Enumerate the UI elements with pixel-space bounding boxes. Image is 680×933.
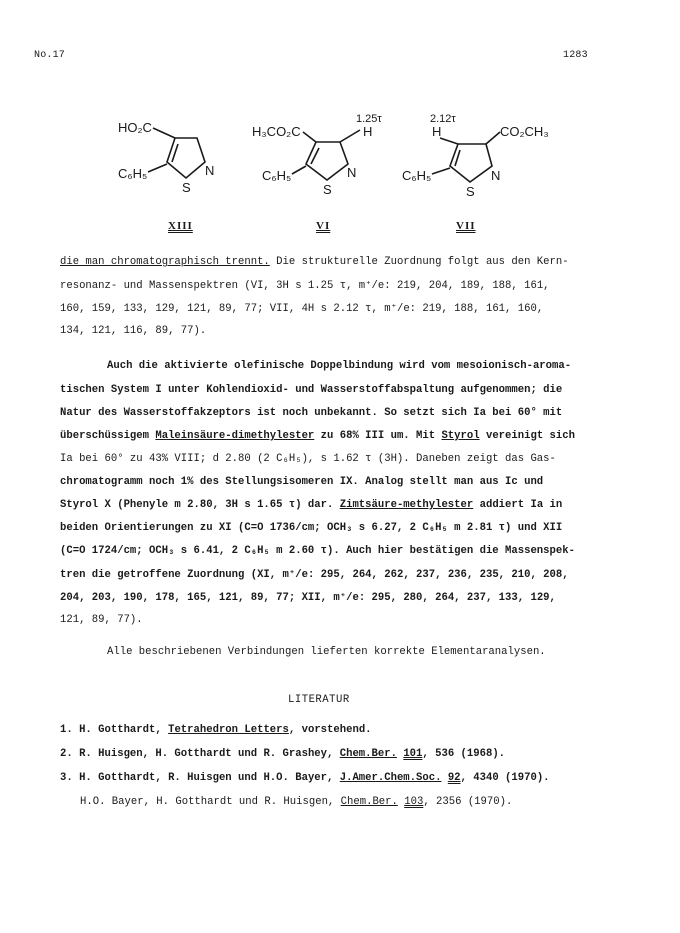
structure-xiii-carboxyl: HO₂C bbox=[118, 120, 152, 135]
paragraph1-line1 bbox=[60, 256, 569, 268]
structure-vii bbox=[402, 113, 549, 199]
reference-2-volume: 101 bbox=[403, 748, 423, 760]
paragraph2-line4-c: vereinigt sich bbox=[479, 430, 575, 442]
structure-vi bbox=[252, 113, 382, 197]
structure-vi-phenyl: C₆H₅ bbox=[262, 168, 292, 183]
structure-vii-h: H bbox=[432, 124, 442, 139]
paragraph2-line2: tischen System I unter Kohlendioxid- und Wasserstoffabspaltung aufgenommen; die bbox=[60, 384, 563, 396]
reference-3b-journal: Chem.Ber. bbox=[340, 796, 398, 808]
structure-vi-ester: H₃CO₂C bbox=[252, 124, 301, 139]
paragraph2-line5: Ia bei 60° zu 43% VIII; d 2.80 (2 C₆H₅), s 1.62 τ (3H). Daneben zeigt das Gas- bbox=[60, 453, 556, 465]
paragraph1-line1-rest: Die strukturelle Zuordnung folgt aus den Kern- bbox=[269, 256, 569, 268]
structure-xiii-s: S bbox=[182, 180, 191, 195]
structure-vii-phenyl: C₆H₅ bbox=[402, 168, 432, 183]
reference-3b bbox=[80, 796, 512, 808]
reference-2-journal: Chem.Ber. bbox=[339, 748, 397, 760]
paragraph2-line4-b: zu 68% III um. Mit bbox=[314, 430, 442, 442]
zimtsaeure-term: Zimtsäure-methylester bbox=[339, 499, 474, 511]
paragraph2-line6: chromatogramm noch 1% des Stellungsisomeren IX. Analog stellt man aus Ic und bbox=[60, 476, 544, 488]
paragraph1-line3: 160, 159, 133, 129, 121, 89, 77; VII, 4H s 2.12 τ, m⁺/e: 219, 188, 161, 160, bbox=[60, 303, 544, 315]
structure-vi-n: N bbox=[347, 165, 357, 180]
reference-3b-authors: H.O. Bayer, H. Gotthardt und R. Huisgen, bbox=[80, 796, 341, 808]
maleinsaeure-term: Maleinsäure-dimethylester bbox=[155, 430, 315, 442]
paragraph2-line10: tren die getroffene Zuordnung (XI, m⁺/e: 295, 264, 262, 237, 236, 235, 210, 208, bbox=[60, 569, 569, 581]
structure-xiii bbox=[118, 120, 214, 195]
reference-3b-pages: , 2356 (1970). bbox=[423, 796, 513, 808]
reference-2-authors: R. Huisgen, H. Gotthardt und R. Grashey, bbox=[79, 748, 340, 760]
paragraph2-line1: Auch die aktivierte olefinische Doppelbindung wird vom mesoionisch-aroma- bbox=[107, 360, 572, 372]
styrol-term: Styrol bbox=[441, 430, 480, 442]
reference-1-number: 1. bbox=[60, 724, 73, 736]
reference-3-journal: J.Amer.Chem.Soc. bbox=[339, 772, 442, 784]
structure-xiii-n: N bbox=[205, 163, 215, 178]
structure-label-vii: VII bbox=[456, 220, 476, 232]
paragraph1-line2: resonanz- und Massenspektren (VI, 3H s 1.25 τ, m⁺/e: 219, 204, 189, 188, 161, bbox=[60, 280, 550, 292]
page-number: 1283 bbox=[563, 50, 588, 61]
paragraph3: Alle beschriebenen Verbindungen lieferten korrekte Elementaranalysen. bbox=[107, 646, 546, 658]
paragraph2-line11: 204, 203, 190, 178, 165, 121, 89, 77; XII, m⁺/e: 295, 280, 264, 237, 133, 129, bbox=[60, 592, 556, 604]
reference-3b-volume: 103 bbox=[404, 796, 424, 808]
structure-vi-h-shift: 1.25τ bbox=[356, 113, 382, 125]
reference-3 bbox=[60, 772, 550, 784]
structure-label-xiii: XIII bbox=[168, 220, 193, 232]
structure-xiii-phenyl: C₆H₅ bbox=[118, 166, 148, 181]
structure-vi-h: H bbox=[363, 124, 373, 139]
reference-3-number: 3. bbox=[60, 772, 73, 784]
paragraph2-line7-b: addiert Ia in bbox=[473, 499, 563, 511]
paragraph2-line8: beiden Orientierungen zu XI (C=O 1736/cm; OCH₃ s 6.27, 2 C₆H₅ m 2.81 τ) und XII bbox=[60, 522, 563, 534]
paragraph2-line9: (C=O 1724/cm; OCH₃ s 6.41, 2 C₆H₅ m 2.60 τ). Auch hier bestätigen die Massenspek- bbox=[60, 545, 575, 557]
paragraph2-line4-a: überschüssigem bbox=[60, 430, 156, 442]
structure-vii-n: N bbox=[491, 168, 501, 183]
reference-2-pages: , 536 (1968). bbox=[422, 748, 506, 760]
reference-1-journal: Tetrahedron Letters bbox=[168, 724, 289, 736]
paragraph2-line12: 121, 89, 77). bbox=[60, 614, 143, 626]
paragraph1-line4: 134, 121, 116, 89, 77). bbox=[60, 325, 207, 337]
structure-vii-ester: CO₂CH₃ bbox=[500, 124, 549, 139]
page-header-left: No.17 bbox=[34, 50, 66, 61]
structure-vi-s: S bbox=[323, 182, 332, 197]
paragraph1-underlined: die man chromatographisch trennt. bbox=[60, 256, 270, 268]
reference-1-authors: H. Gotthardt, bbox=[79, 724, 169, 736]
reference-2-number: 2. bbox=[60, 748, 73, 760]
paragraph2-line4 bbox=[60, 430, 575, 442]
structure-label-vi: VI bbox=[316, 220, 331, 232]
literature-heading: LITERATUR bbox=[288, 694, 350, 706]
reference-3-pages: , 4340 (1970). bbox=[460, 772, 550, 784]
paragraph2-line7 bbox=[60, 499, 562, 511]
reference-3-authors: H. Gotthardt, R. Huisgen und H.O. Bayer, bbox=[79, 772, 340, 784]
reference-2 bbox=[60, 748, 505, 760]
structure-vii-s: S bbox=[466, 184, 475, 199]
structure-vii-h-shift: 2.12τ bbox=[430, 113, 456, 125]
reference-1 bbox=[60, 724, 372, 736]
reference-3-volume: 92 bbox=[447, 772, 461, 784]
reference-1-tail: , vorstehend. bbox=[288, 724, 372, 736]
paragraph2-line7-a: Styrol X (Phenyle m 2.80, 3H s 1.65 τ) dar. bbox=[60, 499, 340, 511]
structure-figure bbox=[0, 100, 680, 240]
paragraph2-line3: Natur des Wasserstoffakzeptors ist noch unbekannt. So setzt sich Ia bei 60° mit bbox=[60, 407, 563, 419]
